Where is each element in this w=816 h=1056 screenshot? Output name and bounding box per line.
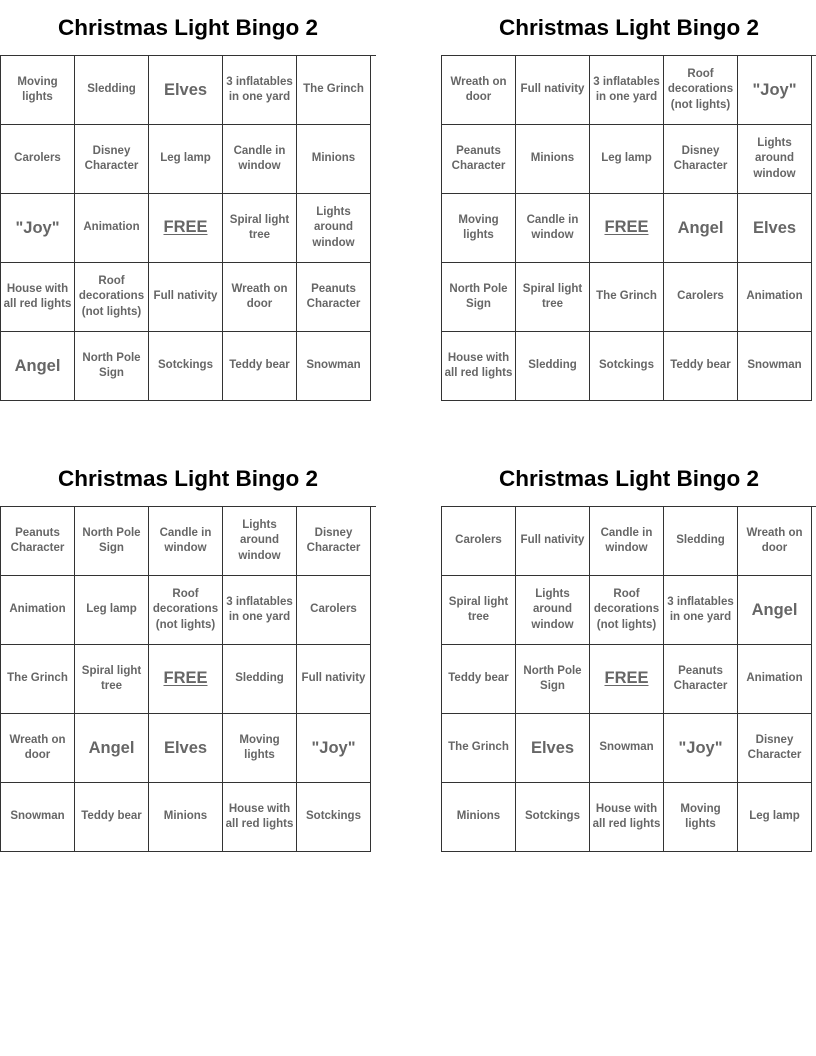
bingo-cell: Snowman: [297, 332, 371, 401]
bingo-cell: Wreath on door: [442, 56, 516, 125]
bingo-cell: Angel: [75, 714, 149, 783]
bingo-cell: Disney Character: [738, 714, 812, 783]
bingo-card-title: Christmas Light Bingo 2: [57, 466, 318, 491]
bingo-cell: Minions: [297, 125, 371, 194]
bingo-card-2: [441, 12, 816, 401]
bingo-cell: Angel: [738, 576, 812, 645]
free-space-cell: FREE: [149, 645, 223, 714]
bingo-cell: Leg lamp: [75, 576, 149, 645]
bingo-grid: [0, 55, 376, 401]
bingo-cell: Animation: [1, 576, 75, 645]
bingo-cell: Peanuts Character: [1, 507, 75, 576]
bingo-cell: Roof decorations (not lights): [75, 263, 149, 332]
free-space-cell: FREE: [590, 645, 664, 714]
bingo-card-4: [441, 463, 816, 852]
bingo-cell: Full nativity: [149, 263, 223, 332]
bingo-cell: Full nativity: [297, 645, 371, 714]
bingo-cell: Leg lamp: [738, 783, 812, 852]
bingo-cell: Angel: [1, 332, 75, 401]
bingo-cell: Carolers: [297, 576, 371, 645]
bingo-cell: House with all red lights: [1, 263, 75, 332]
bingo-cell: Elves: [149, 714, 223, 783]
bingo-cell: Wreath on door: [738, 507, 812, 576]
bingo-cell: Lights around window: [738, 125, 812, 194]
bingo-cell: The Grinch: [590, 263, 664, 332]
bingo-cell: Wreath on door: [223, 263, 297, 332]
bingo-cell: Candle in window: [516, 194, 590, 263]
bingo-grid: [441, 506, 816, 852]
bingo-cell: "Joy": [664, 714, 738, 783]
bingo-cell: Spiral light tree: [75, 645, 149, 714]
bingo-cell: Moving lights: [442, 194, 516, 263]
bingo-cell: Minions: [442, 783, 516, 852]
bingo-cell: North Pole Sign: [75, 507, 149, 576]
bingo-card-3: [0, 463, 376, 852]
bingo-cell: Disney Character: [297, 507, 371, 576]
bingo-cell: Carolers: [1, 125, 75, 194]
bingo-card-title: Christmas Light Bingo 2: [57, 15, 318, 40]
bingo-cell: Minions: [149, 783, 223, 852]
bingo-cell: Teddy bear: [442, 645, 516, 714]
bingo-cell: Wreath on door: [1, 714, 75, 783]
bingo-cell: Moving lights: [223, 714, 297, 783]
bingo-cell: 3 inflatables in one yard: [590, 56, 664, 125]
bingo-cell: Sotckings: [590, 332, 664, 401]
bingo-cell: Snowman: [590, 714, 664, 783]
bingo-cell: Disney Character: [75, 125, 149, 194]
bingo-card-title: Christmas Light Bingo 2: [498, 15, 759, 40]
bingo-cell: Teddy bear: [664, 332, 738, 401]
bingo-cell: 3 inflatables in one yard: [664, 576, 738, 645]
bingo-cell: Angel: [664, 194, 738, 263]
bingo-cell: Peanuts Character: [297, 263, 371, 332]
bingo-cell: Candle in window: [590, 507, 664, 576]
bingo-cell: Peanuts Character: [442, 125, 516, 194]
bingo-cell: Roof decorations (not lights): [664, 56, 738, 125]
bingo-cell: House with all red lights: [590, 783, 664, 852]
bingo-cell: North Pole Sign: [75, 332, 149, 401]
bingo-cell: House with all red lights: [223, 783, 297, 852]
bingo-cell: The Grinch: [297, 56, 371, 125]
bingo-cell: Sledding: [516, 332, 590, 401]
bingo-cell: Candle in window: [149, 507, 223, 576]
bingo-cell: The Grinch: [1, 645, 75, 714]
bingo-cell: Peanuts Character: [664, 645, 738, 714]
bingo-cell: "Joy": [1, 194, 75, 263]
bingo-cell: Full nativity: [516, 56, 590, 125]
bingo-cell: Roof decorations (not lights): [590, 576, 664, 645]
bingo-cell: Elves: [516, 714, 590, 783]
bingo-cell: Moving lights: [664, 783, 738, 852]
bingo-cell: House with all red lights: [442, 332, 516, 401]
bingo-cell: Roof decorations (not lights): [149, 576, 223, 645]
bingo-cell: Leg lamp: [149, 125, 223, 194]
bingo-cell: Sotckings: [516, 783, 590, 852]
bingo-cell: Sledding: [75, 56, 149, 125]
bingo-cell: Full nativity: [516, 507, 590, 576]
bingo-cell: Teddy bear: [75, 783, 149, 852]
free-space-cell: FREE: [590, 194, 664, 263]
bingo-cell: Disney Character: [664, 125, 738, 194]
bingo-cell: Sotckings: [297, 783, 371, 852]
bingo-cell: Sledding: [664, 507, 738, 576]
bingo-cell: Minions: [516, 125, 590, 194]
bingo-cell: Moving lights: [1, 56, 75, 125]
bingo-cell: North Pole Sign: [516, 645, 590, 714]
bingo-cell: Lights around window: [297, 194, 371, 263]
bingo-cell: Spiral light tree: [516, 263, 590, 332]
bingo-cell: Carolers: [664, 263, 738, 332]
bingo-cell: "Joy": [297, 714, 371, 783]
bingo-cell: Teddy bear: [223, 332, 297, 401]
bingo-cell: Animation: [738, 263, 812, 332]
bingo-cell: The Grinch: [442, 714, 516, 783]
bingo-cell: Sotckings: [149, 332, 223, 401]
free-space-cell: FREE: [149, 194, 223, 263]
bingo-cell: Carolers: [442, 507, 516, 576]
bingo-cell: Animation: [738, 645, 812, 714]
bingo-cell: Elves: [149, 56, 223, 125]
bingo-grid: [0, 506, 376, 852]
bingo-cell: Candle in window: [223, 125, 297, 194]
bingo-cell: "Joy": [738, 56, 812, 125]
bingo-cell: Sledding: [223, 645, 297, 714]
bingo-cell: Lights around window: [516, 576, 590, 645]
bingo-cell: Snowman: [738, 332, 812, 401]
bingo-cell: Lights around window: [223, 507, 297, 576]
bingo-cell: Animation: [75, 194, 149, 263]
bingo-card-1: [0, 12, 376, 401]
bingo-cell: 3 inflatables in one yard: [223, 56, 297, 125]
bingo-cell: Leg lamp: [590, 125, 664, 194]
bingo-grid: [441, 55, 816, 401]
bingo-cell: 3 inflatables in one yard: [223, 576, 297, 645]
bingo-cell: Spiral light tree: [442, 576, 516, 645]
bingo-cell: North Pole Sign: [442, 263, 516, 332]
bingo-card-title: Christmas Light Bingo 2: [498, 466, 759, 491]
bingo-cell: Spiral light tree: [223, 194, 297, 263]
bingo-cell: Snowman: [1, 783, 75, 852]
bingo-cell: Elves: [738, 194, 812, 263]
